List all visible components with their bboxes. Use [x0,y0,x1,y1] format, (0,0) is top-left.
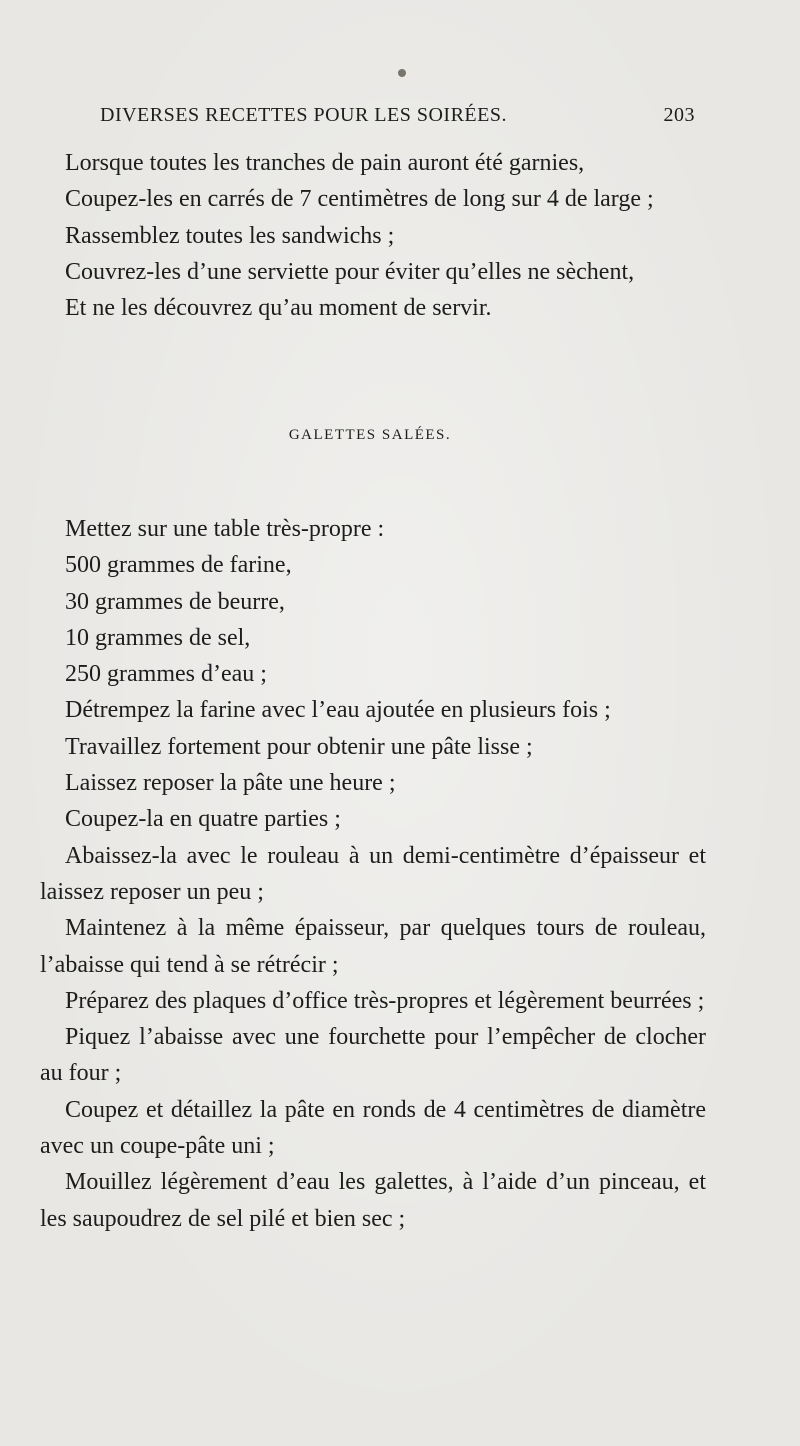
paragraph: Maintenez à la même épaisseur, par quelques tours de rouleau, l’abaisse qui tend à se rétrécir ; [40,915,706,978]
paragraph: Piquez l’abaisse avec une fourchette pour l’empêcher de clocher au four ; [40,1024,706,1087]
paragraph: Laissez reposer la pâte une heure ; [65,770,396,797]
paragraph: 10 grammes de sel, [65,624,251,651]
paragraph: Coupez et détaillez la pâte en ronds de 4 centimètres de diamètre avec un coupe-pâte uni ; [40,1096,706,1160]
paragraph: Rassemblez toutes les sandwichs ; [65,222,395,249]
section-galettes [40,511,706,1237]
page-number: 203 [663,104,695,126]
paragraph: 250 grammes d’eau ; [65,661,267,688]
paragraph: Couvrez-les d’une serviette pour éviter qu’elles ne sèchent, [65,258,635,285]
running-title: DIVERSES RECETTES POUR LES SOIRÉES. [100,104,507,126]
paragraph: 30 grammes de beurre, [65,588,285,615]
section-sandwiches-end [40,145,706,326]
paragraph: Mettez sur une table très-propre : [65,516,385,542]
page-header [100,104,695,134]
ink-dot [398,69,406,77]
paragraph: Travaillez fortement pour obtenir une pâte lisse ; [65,733,533,760]
paragraph: Coupez-les en carrés de 7 centimètres de long sur 4 de large ; [65,186,654,213]
paragraph: Préparez des plaques d’office très-propres et légèrement beurrées ; [65,987,705,1014]
paragraph: Coupez-la en quatre parties ; [65,806,341,833]
paragraph: 500 grammes de farine, [65,552,292,579]
section-heading: GALETTES SALÉES. [288,427,452,443]
paragraph: Lorsque toutes les tranches de pain auront été garnies, [65,150,585,176]
paragraph: Et ne les découvrez qu’au moment de servir. [65,295,492,322]
paragraph: Détrempez la farine avec l’eau ajoutée en plusieurs fois ; [65,697,611,724]
paragraph: Mouillez légèrement d’eau les galettes, à l’aide d’un pinceau, et les saupoudrez de sel pilé et bien sec ; [40,1169,706,1232]
paragraph: Abaissez-la avec le rouleau à un demi-centimètre d’épaisseur et laissez reposer un peu ; [40,842,706,905]
